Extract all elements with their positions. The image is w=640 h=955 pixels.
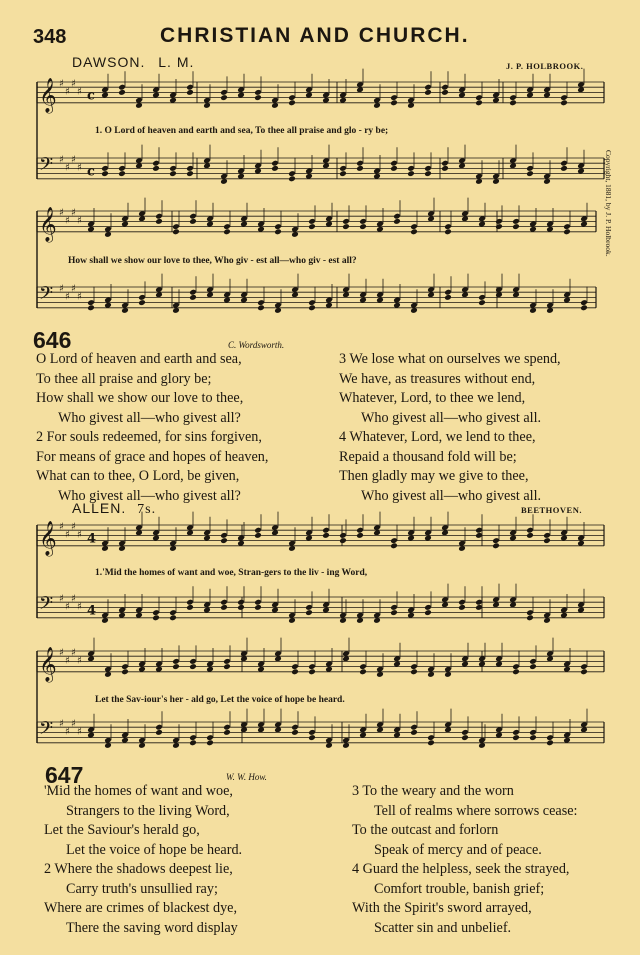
note-head [359,223,367,230]
note-head [526,614,534,621]
author-wordsworth: C. Wordsworth. [228,340,285,350]
note-head [271,165,279,172]
note-head [560,165,568,172]
note-head [359,668,367,675]
note-head [342,223,350,230]
note-head [478,299,486,306]
note-head [152,614,160,621]
sharp-sign: ♯ [77,529,82,541]
bass-clef: 𝄢 [39,718,54,744]
sharp-sign: ♯ [65,291,70,303]
author-how: W. W. How. [226,772,267,782]
sharp-sign: ♯ [65,215,70,227]
note-head [254,604,262,611]
note-head [169,170,177,177]
note-head [580,304,588,311]
hymn-number-647: 647 [45,762,84,788]
sharp-sign: ♯ [59,593,64,605]
note-head [138,299,146,306]
note-head [186,89,194,96]
note-head [254,532,262,539]
note-head [339,170,347,177]
note-head [390,165,398,172]
tune-name-dawson: DAWSON. L. M. [72,54,195,70]
sharp-sign: ♯ [77,726,82,738]
note-head [512,223,520,230]
sharp-sign: ♯ [77,215,82,227]
lyric-line-3: 1.'Mid the homes of want and woe, Stran-gers to the liv - ing Word, [95,568,368,578]
note-head [186,170,194,177]
note-head [407,170,415,177]
sharp-sign: ♯ [71,78,76,90]
composer-holbrook: J. P. HOLBROOK. [506,61,584,71]
note-head [543,537,551,544]
note-head [172,663,180,670]
sharp-sign: ♯ [65,86,70,98]
note-head [529,663,537,670]
lyric-line-1: 1. O Lord of heaven and earth and sea, To thee all praise and glo - ry be; [95,126,389,136]
note-head [444,228,452,235]
hymn-646-column-1: O Lord of heaven and earth and sea, To thee all praise and glory be; How shall we show our love to thee, Who givest all—who givest all? 2 For souls redeemed, for sins forgiven, For means of grace and hopes of heaven, What can to thee, O Lord, be given, Who givest all—who givest all? [36,351,269,504]
note-head [410,668,418,675]
sharp-sign: ♯ [65,162,70,174]
hymn-number-646: 646 [33,327,72,353]
note-head [308,734,316,741]
note-head [206,739,214,746]
note-head [220,537,228,544]
note-head [512,668,520,675]
time-signature: 4 [87,603,97,619]
note-head [237,604,245,611]
note-head [509,99,517,106]
note-head [444,294,452,301]
note-head [118,170,126,177]
note-head [257,304,265,311]
note-head [308,304,316,311]
note-head [495,223,503,230]
treble-clef: 𝄞 [39,206,57,242]
note-head [291,668,299,675]
note-head [390,609,398,616]
note-head [220,94,228,101]
sharp-sign: ♯ [65,726,70,738]
hymn-647-column-1: 'Mid the homes of want and woe, Strangers to the living Word, Let the Saviour's herald go, Let the voice of hope be heard. 2 Where the shadows deepest lie, Carry truth's unsullied ray; Where are crimes of blackest dye, There the saving word display [44,783,243,936]
note-head [291,729,299,736]
sharp-sign: ♯ [71,647,76,659]
bass-clef: 𝄢 [39,593,54,619]
bass-clef: 𝄢 [39,154,54,180]
note-head [118,89,126,96]
note-head [274,228,282,235]
note-head [546,739,554,746]
note-head [288,99,296,106]
sharp-sign: ♯ [59,521,64,533]
note-head [475,99,483,106]
note-head [427,739,435,746]
note-head [189,663,197,670]
note-head [220,604,228,611]
sharp-sign: ♯ [71,283,76,295]
note-head [101,170,109,177]
sharp-sign: ♯ [77,162,82,174]
sharp-sign: ♯ [59,647,64,659]
note-head [560,99,568,106]
time-signature: c [87,88,95,104]
treble-clef: 𝄞 [39,646,57,682]
lyric-line-2: How shall we show our love to thee, Who giv - est all—who giv - est all? [68,256,357,266]
bass-clef: 𝄢 [39,283,54,309]
note-head [356,532,364,539]
note-head [563,228,571,235]
note-head [441,89,449,96]
sharp-sign: ♯ [59,207,64,219]
note-head [458,604,466,611]
hymn-647-column-2: 3 To the weary and the worn Tell of realms where sorrows cease: To the outcast and forlorn Speak of mercy and of peace. 4 Guard the helpless, seek the strayed, Comfort trouble, banish grief; With the Spirit's sword arrayed, Scatter sin and unbelief. [352,783,578,936]
section-title: CHRISTIAN AND CHURCH. [160,24,470,47]
note-head [512,734,520,741]
note-head [223,228,231,235]
note-head [339,537,347,544]
copyright-notice: Copyright, 1881, by J. P. Holbrook. [604,150,613,257]
note-head [308,223,316,230]
note-head [410,228,418,235]
note-head [169,614,177,621]
note-head [526,170,534,177]
note-head [186,604,194,611]
sharp-sign: ♯ [65,655,70,667]
treble-clef: 𝄞 [39,520,57,556]
note-head [410,729,418,736]
sharp-sign: ♯ [71,593,76,605]
note-head [390,99,398,106]
note-head [424,89,432,96]
note-head [492,542,500,549]
note-head [356,165,364,172]
note-head [322,532,330,539]
sharp-sign: ♯ [71,718,76,730]
tune-name-allen: ALLEN. 7s. [72,500,157,517]
note-head [155,218,163,225]
note-head [580,668,588,675]
sharp-sign: ♯ [77,86,82,98]
time-signature: 4 [87,531,97,547]
sharp-sign: ♯ [77,655,82,667]
note-head [393,218,401,225]
sharp-sign: ♯ [71,154,76,166]
note-head [254,94,262,101]
page-number: 348 [33,26,67,48]
lyric-line-4: Let the Sav-iour's her - ald go, Let the voice of hope be heard. [95,695,345,705]
sharp-sign: ♯ [59,154,64,166]
sharp-sign: ♯ [77,291,82,303]
sharp-sign: ♯ [59,283,64,295]
note-head [441,165,449,172]
note-head [87,304,95,311]
sharp-sign: ♯ [59,718,64,730]
sharp-sign: ♯ [71,521,76,533]
note-head [526,532,534,539]
note-head [155,729,163,736]
note-head [223,729,231,736]
note-head [288,175,296,182]
sharp-sign: ♯ [71,207,76,219]
note-head [390,542,398,549]
note-head [461,734,469,741]
note-head [424,170,432,177]
hymn-646-column-2: 3 We lose what on ourselves we spend, We have, as treasures without end, Whatever, Lord, to thee we lend, Who givest all—who givest all. 4 Whatever, Lord, we lend to thee, Repaid a thousand fold will be; Then gladly may we give to thee, Who givest all—who givest all. [339,351,561,504]
note-head [189,218,197,225]
sharp-sign: ♯ [65,601,70,613]
note-head [121,668,129,675]
note-head [189,294,197,301]
note-head [172,228,180,235]
composer-beethoven: BEETHOVEN. [521,505,582,515]
treble-clef: 𝄞 [39,77,57,113]
note-head [424,609,432,616]
sharp-sign: ♯ [77,601,82,613]
note-head [305,609,313,616]
note-head [189,739,197,746]
note-head [223,663,231,670]
sharp-sign: ♯ [59,78,64,90]
note-head [308,668,316,675]
time-signature: c [87,164,95,180]
sharp-sign: ♯ [65,529,70,541]
note-head [152,165,160,172]
note-head [529,734,537,741]
